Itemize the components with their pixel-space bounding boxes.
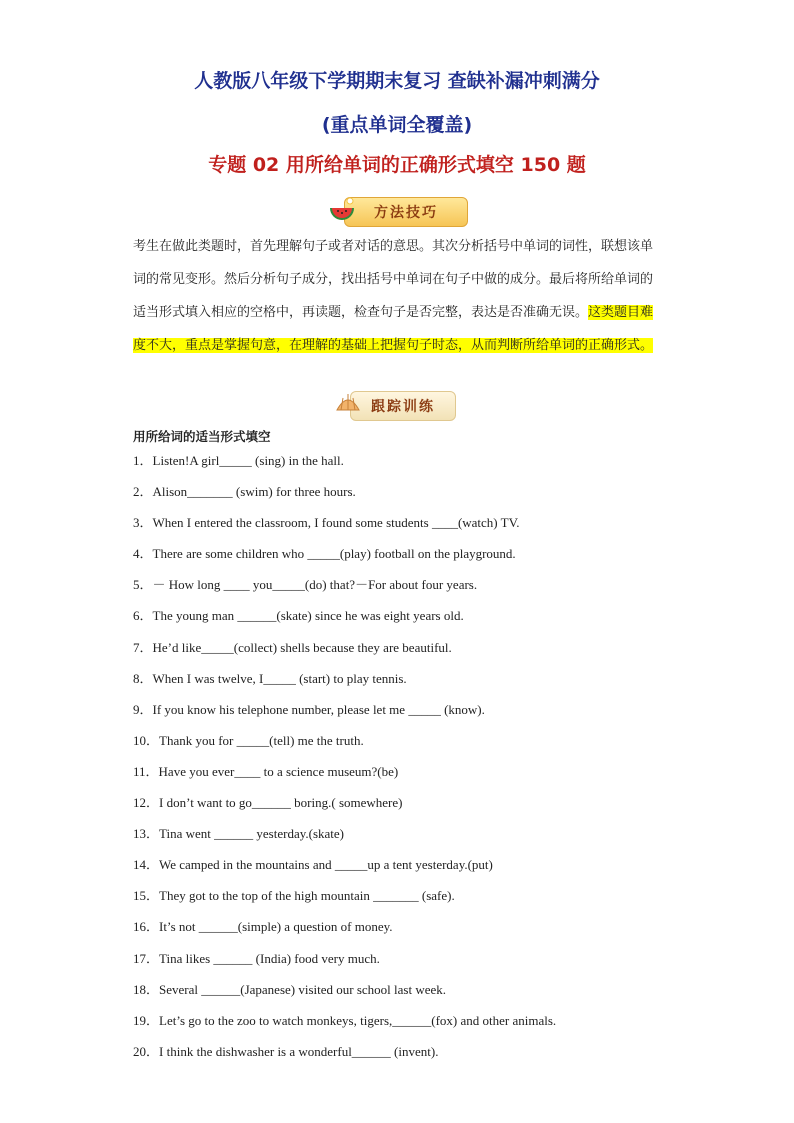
question-text: When I entered the classroom, I found some students ____(watch) TV. <box>152 515 520 531</box>
question-text: Listen!A girl_____ (sing) in the hall. <box>152 453 344 468</box>
method-highlighted-text: 这类题目难度不大，重点是掌握句意，在理解的基础上把握句子时态，从而判断所给单词的正确形式。 <box>133 305 654 353</box>
document-subtitle: (重点单词全覆盖) <box>321 114 473 136</box>
question-number: 10． <box>133 732 160 748</box>
question-number: 13． <box>133 826 160 842</box>
question-item <box>133 790 693 821</box>
question-text: They got to the top of the high mountain _______ (safe). <box>159 888 455 904</box>
shell-icon <box>333 388 363 418</box>
question-item <box>133 666 693 697</box>
question-item <box>133 914 693 945</box>
question-number: 16． <box>133 919 160 935</box>
question-number: 15． <box>133 888 160 904</box>
question-number: 6． <box>133 608 153 624</box>
question-item <box>133 1008 693 1039</box>
question-text: If you know his telephone number, please let me _____ (know). <box>152 701 485 717</box>
document-title: 人教版八年级下学期期末复习 查缺补漏冲刺满分 <box>194 70 600 92</box>
question-item <box>133 759 693 790</box>
question-number: 17． <box>133 950 160 966</box>
watermelon-icon <box>327 194 357 224</box>
question-text: Alison_______ (swim) for three hours. <box>152 484 356 500</box>
method-banner <box>344 197 468 227</box>
question-item <box>133 821 693 852</box>
question-number: 19． <box>133 1012 160 1028</box>
practice-banner <box>350 391 456 421</box>
question-number: 3． <box>133 515 153 531</box>
question-text: Let’s go to the zoo to watch monkeys, tigers,______(fox) and other animals. <box>159 1012 557 1028</box>
question-text: I don’t want to go______ boring.( somewhere) <box>159 795 403 811</box>
question-text: When I was twelve, I_____ (start) to play tennis. <box>152 670 407 686</box>
question-text: Tina likes ______ (India) food very much. <box>159 950 380 966</box>
question-number: 4． <box>133 546 153 562</box>
question-text: Thank you for _____(tell) me the truth. <box>159 732 364 748</box>
topic-title: 专题 02 用所给单词的正确形式填空 150 题 <box>208 154 586 176</box>
question-number: 9． <box>133 701 153 717</box>
question-text: I think the dishwasher is a wonderful______ (invent). <box>159 1043 439 1059</box>
question-text: We camped in the mountains and _____up a tent yesterday.(put) <box>159 857 493 873</box>
question-number: 20． <box>133 1043 160 1059</box>
question-number: 11． <box>133 763 159 779</box>
question-number: 1． <box>133 453 153 468</box>
method-text: 考生在做此类题时，首先理解句子或者对话的意思。其次分析括号中单词的词性，联想该单词的常见变形。然后分析句子成分，找出括号中单词在句子中做的成分。最后将所给单词的适当形式填入相应的空格中，再读题，检查句子是否完整，表达是否准确无误。 <box>133 239 654 320</box>
question-item <box>133 1039 693 1070</box>
question-item <box>133 697 693 728</box>
question-item <box>133 448 693 479</box>
question-number: 8． <box>133 670 153 686</box>
question-number: 5． <box>133 577 153 593</box>
question-item <box>133 728 693 759</box>
question-item <box>133 479 693 510</box>
question-item <box>133 946 693 977</box>
question-text: He’d like_____(collect) shells because they are beautiful. <box>152 639 452 655</box>
question-text: Several ______(Japanese) visited our school last week. <box>159 981 447 997</box>
question-item <box>133 977 693 1008</box>
question-list <box>133 448 693 1070</box>
question-item <box>133 883 693 914</box>
question-number: 14． <box>133 857 160 873</box>
question-item <box>133 510 693 541</box>
question-text: Tina went ______ yesterday.(skate) <box>159 826 344 842</box>
question-text: Have you ever____ to a science museum?(be) <box>158 763 399 779</box>
method-banner-label: 方法技巧 <box>374 205 438 221</box>
exercise-heading: 用所给词的适当形式填空 <box>133 429 271 444</box>
question-item <box>133 852 693 883</box>
question-text: There are some children who _____(play) football on the playground. <box>152 546 516 562</box>
practice-banner-label: 跟踪训练 <box>371 399 435 415</box>
question-number: 12． <box>133 795 160 811</box>
question-item <box>133 541 693 572</box>
question-text: － How long ____ you_____(do) that?－For about four years. <box>152 577 478 593</box>
question-item <box>133 572 693 603</box>
question-item <box>133 635 693 666</box>
question-item <box>133 603 693 634</box>
question-text: It’s not ______(simple) a question of money. <box>159 919 393 935</box>
question-number: 18． <box>133 981 160 997</box>
question-text: The young man ______(skate) since he was eight years old. <box>152 608 464 624</box>
method-paragraph <box>133 230 663 362</box>
question-number: 2． <box>133 484 153 500</box>
question-number: 7． <box>133 639 153 655</box>
